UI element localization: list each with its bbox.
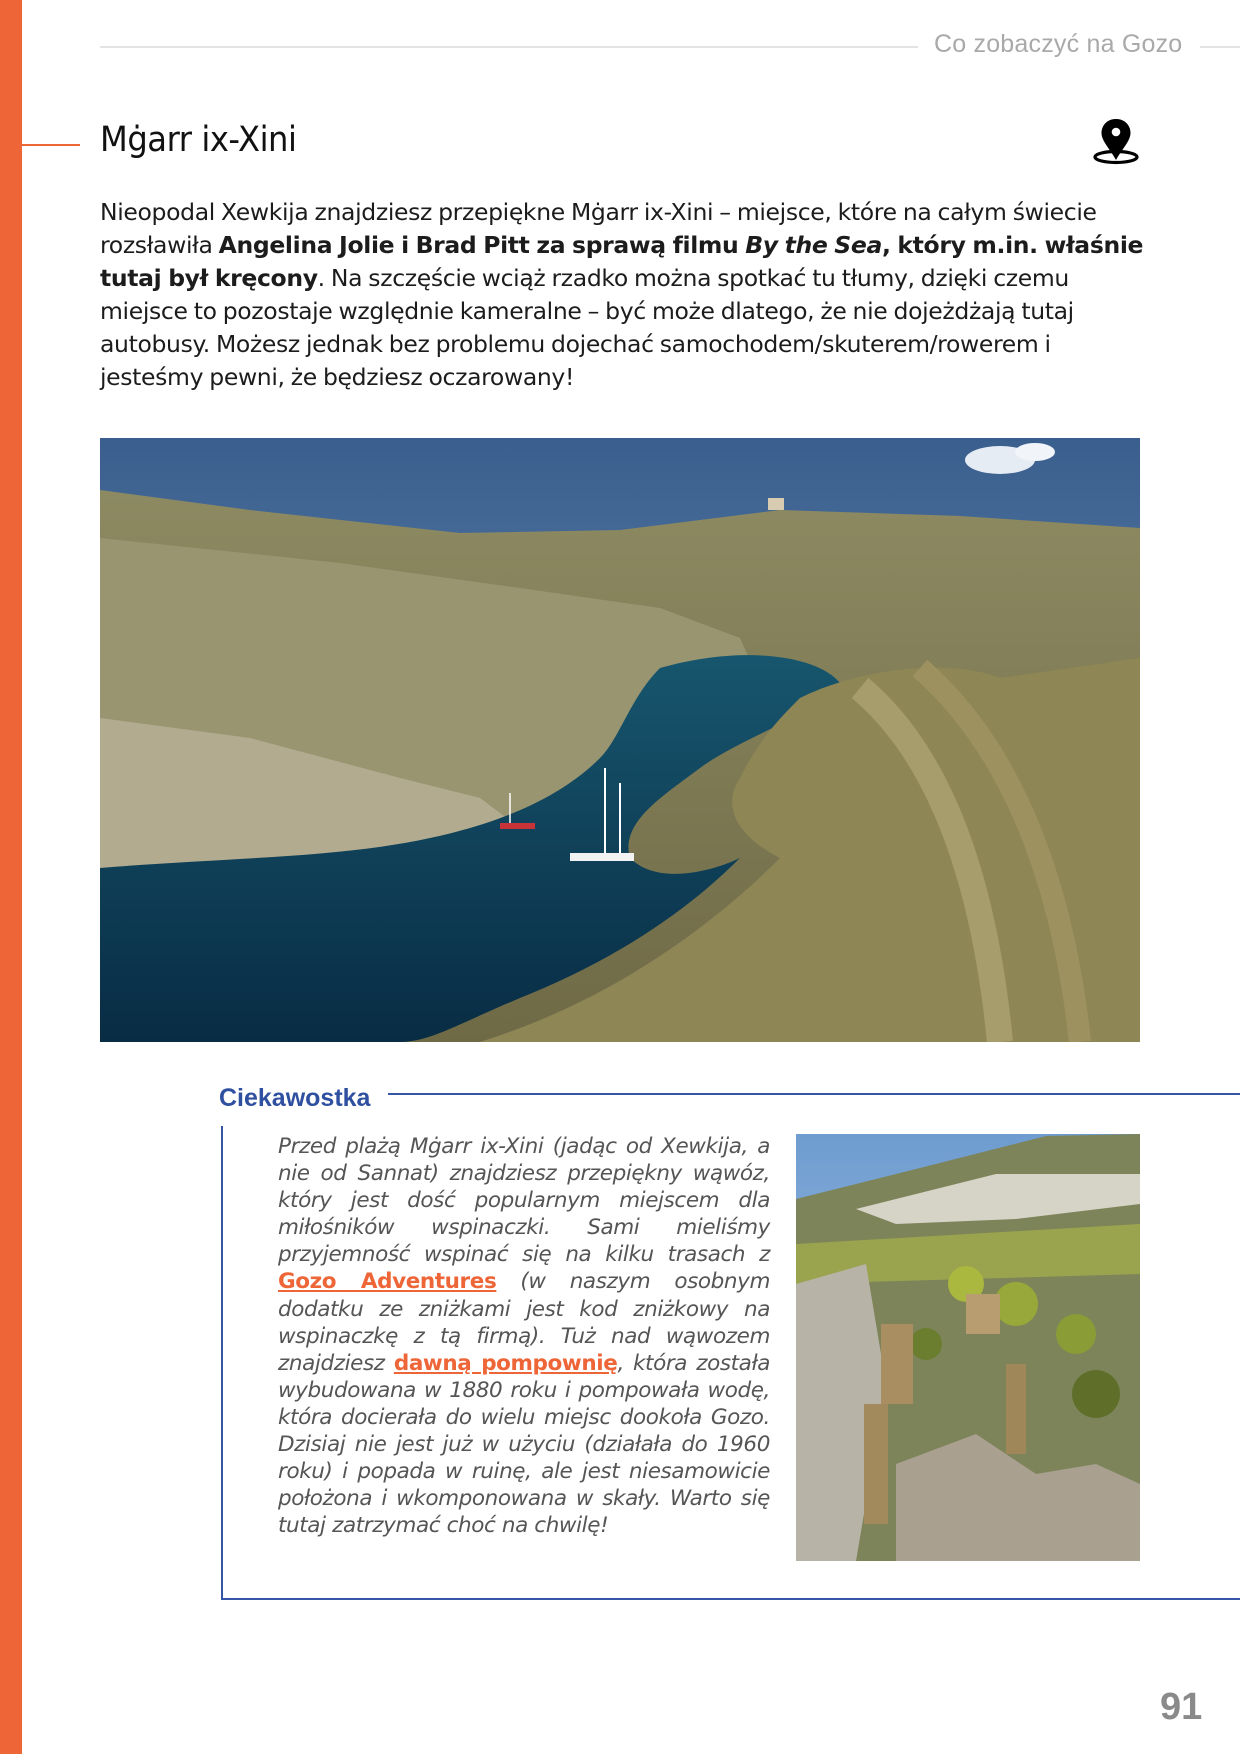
- header-rule: [1200, 46, 1240, 48]
- intro-bold: Angelina Jolie i Brad Pitt za sprawą filmu: [218, 231, 746, 259]
- photo-icon: [796, 1134, 1140, 1561]
- title-accent-line: [22, 144, 80, 146]
- header-rule: [100, 46, 918, 48]
- orange-side-bar: [0, 0, 22, 1754]
- side-photo-pumping-station: [796, 1134, 1140, 1561]
- pumping-station-link[interactable]: dawną pompownię: [393, 1350, 618, 1376]
- page-number: 91: [1160, 1686, 1203, 1728]
- page-title: Mġarr ix-Xini: [100, 120, 297, 160]
- photo-icon: [100, 438, 1140, 1042]
- main-photo-mgarr-ix-xini: [100, 438, 1140, 1042]
- map-pin-icon: [1090, 116, 1142, 166]
- fact-box-bottom-rule: [221, 1598, 1240, 1600]
- fact-box-left-rule: [221, 1126, 223, 1600]
- fact-text: , która została wybudowana w 1880 roku i pompowała wodę, która docierała do wielu miejsc dookoła Gozo. Dzisiaj nie jest już w użyciu (działała do 1960 roku) i popada w ruinę, ale jest niesamowicie położona i wkomponowana w skały. Warto się tutaj zatrzymać choć na chwilę!: [278, 1350, 770, 1539]
- fact-box-label: Ciekawostka: [219, 1084, 371, 1112]
- fact-text: (w naszym osobnym dodatku ze zniżkami jest kod zniżkowy na wspinaczkę z tą firmą). Tuż nad wąwozem znajdziesz: [278, 1269, 770, 1376]
- fact-text: Przed plażą Mġarr ix-Xini (jadąc od Xewkija, a nie od Sannat) znajdziesz przepiękny wąwóz, który jest dość popularnym miejscem dla miłośników wspinaczki. Sami mieliśmy przyjemność wspinać się na kilku trasach z: [278, 1134, 770, 1268]
- fact-box-top-rule: [388, 1093, 1240, 1095]
- intro-text: . Na szczęście wciąż rzadko można spotkać tu tłumy, dzięki czemu miejsce to pozostaje względnie kameralne – być może dlatego, że nie dojeżdżają tutaj autobusy. Możesz jednak bez problemu dojechać samochodem/skuterem/rowerem i jesteśmy pewni, że będziesz oczarowany!: [100, 264, 1074, 391]
- running-header: Co zobaczyć na Gozo: [934, 30, 1183, 58]
- film-title: By the Sea: [745, 231, 882, 259]
- fact-box-text: [278, 1133, 770, 1539]
- intro-text: Nieopodal Xewkija znajdziesz przepiękne Mġarr ix-Xini – miejsce, które na całym świecie rozsławiła: [100, 198, 1097, 259]
- intro-paragraph: [100, 196, 1150, 394]
- gozo-adventures-link[interactable]: Gozo Adventures: [278, 1269, 497, 1295]
- intro-bold: , który m.in. właśnie tutaj był kręcony: [100, 231, 1144, 292]
